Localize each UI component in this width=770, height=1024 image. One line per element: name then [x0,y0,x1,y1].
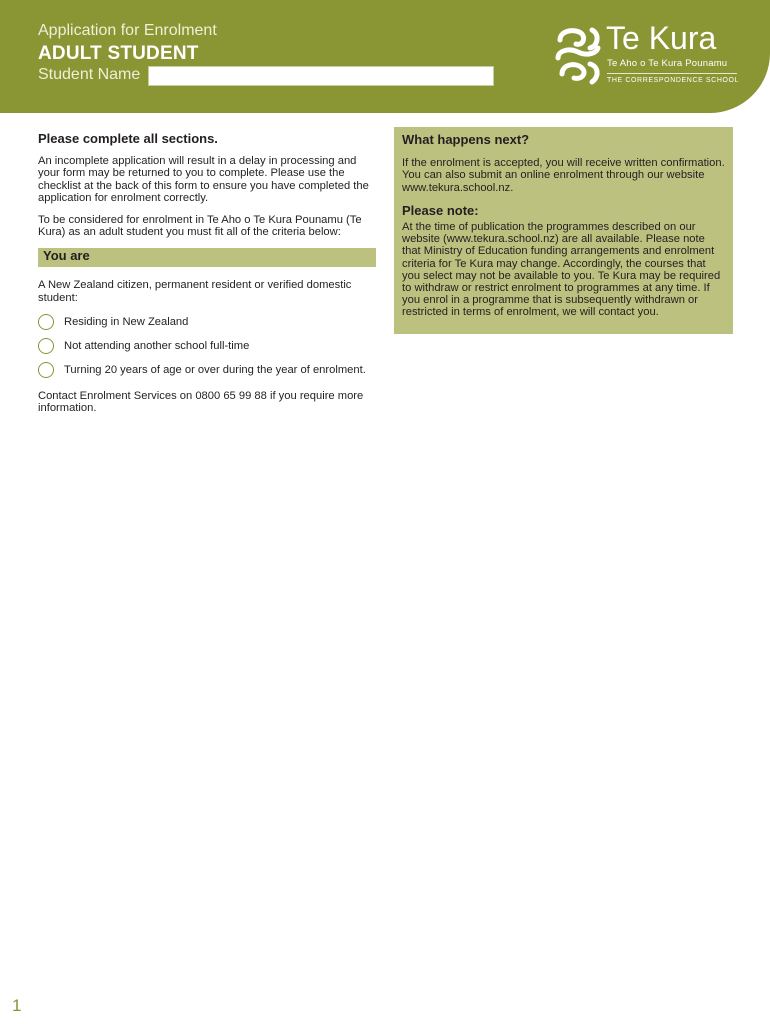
contact-enrolment-text: Contact Enrolment Services on 0800 65 99 88 if you require more information. [38,389,364,415]
residing-checkbox[interactable] [38,314,54,330]
form-header [0,0,770,113]
page-number: 1 [12,996,22,1015]
what-happens-next-text: If the enrolment is accepted, you will receive written confirmation. You can also submit an online enrolment through our website www.tekura.school.nz. [402,157,725,194]
koru-logo-icon [552,24,604,86]
enrolment-criteria-intro: To be considered for enrolment in Te Aho o Te Kura Pounamu (Te Kura) as an adult student you must fit all of the criteria below: [38,214,362,239]
application-title: Application for Enrolment [38,22,217,39]
you-are-heading: You are [38,248,376,267]
student-name-field[interactable] [148,66,494,86]
criteria-item-not-attending [38,338,376,362]
te-kura-logo [552,20,742,90]
criteria-checklist [38,314,376,386]
logo-title: Te Kura [606,20,717,56]
logo-tagline: THE CORRESPONDENCE SCHOOL [607,77,740,84]
criteria-label: Turning 20 years of age or over during the year of enrolment. [64,363,366,376]
complete-sections-heading: Please complete all sections. [38,131,218,146]
logo-subtitle: Te Aho o Te Kura Pounamu [607,58,728,69]
logo-divider [607,73,737,74]
citizen-requirement-text: A New Zealand citizen, permanent resident or verified domestic student: [38,279,352,304]
please-note-heading: Please note: [402,202,479,218]
form-type-title: ADULT STUDENT [38,43,199,64]
student-name-label: Student Name [38,66,141,83]
please-note-text: At the time of publication the programmes described on our website (www.tekura.school.nz) are all available. Please note that Ministry of Education funding arrangements and enrolment criteria for Te Kura may change. Accordingly, the courses that you select may not be available to you. Te Kura may be required to withdraw or restrict enrolment to programmes at any time. If you enrol in a programme that is subsequently withdrawn or restricted in terms of enrolment, we will contact you. [402,221,721,319]
criteria-label: Residing in New Zealand [64,315,189,328]
incomplete-application-text: An incomplete application will result in a delay in processing and your form may be returned to you to complete. Please use the checklist at the back of this form to ensure you have completed the application for enrolment correctly. [38,155,369,204]
not-attending-checkbox[interactable] [38,338,54,354]
criteria-label: Not attending another school full-time [64,339,250,352]
what-happens-next-heading: What happens next? [402,132,530,147]
criteria-item-residing [38,314,376,338]
criteria-item-age [38,362,376,386]
age-checkbox[interactable] [38,362,54,378]
info-panel [394,127,733,334]
left-column [38,133,376,424]
